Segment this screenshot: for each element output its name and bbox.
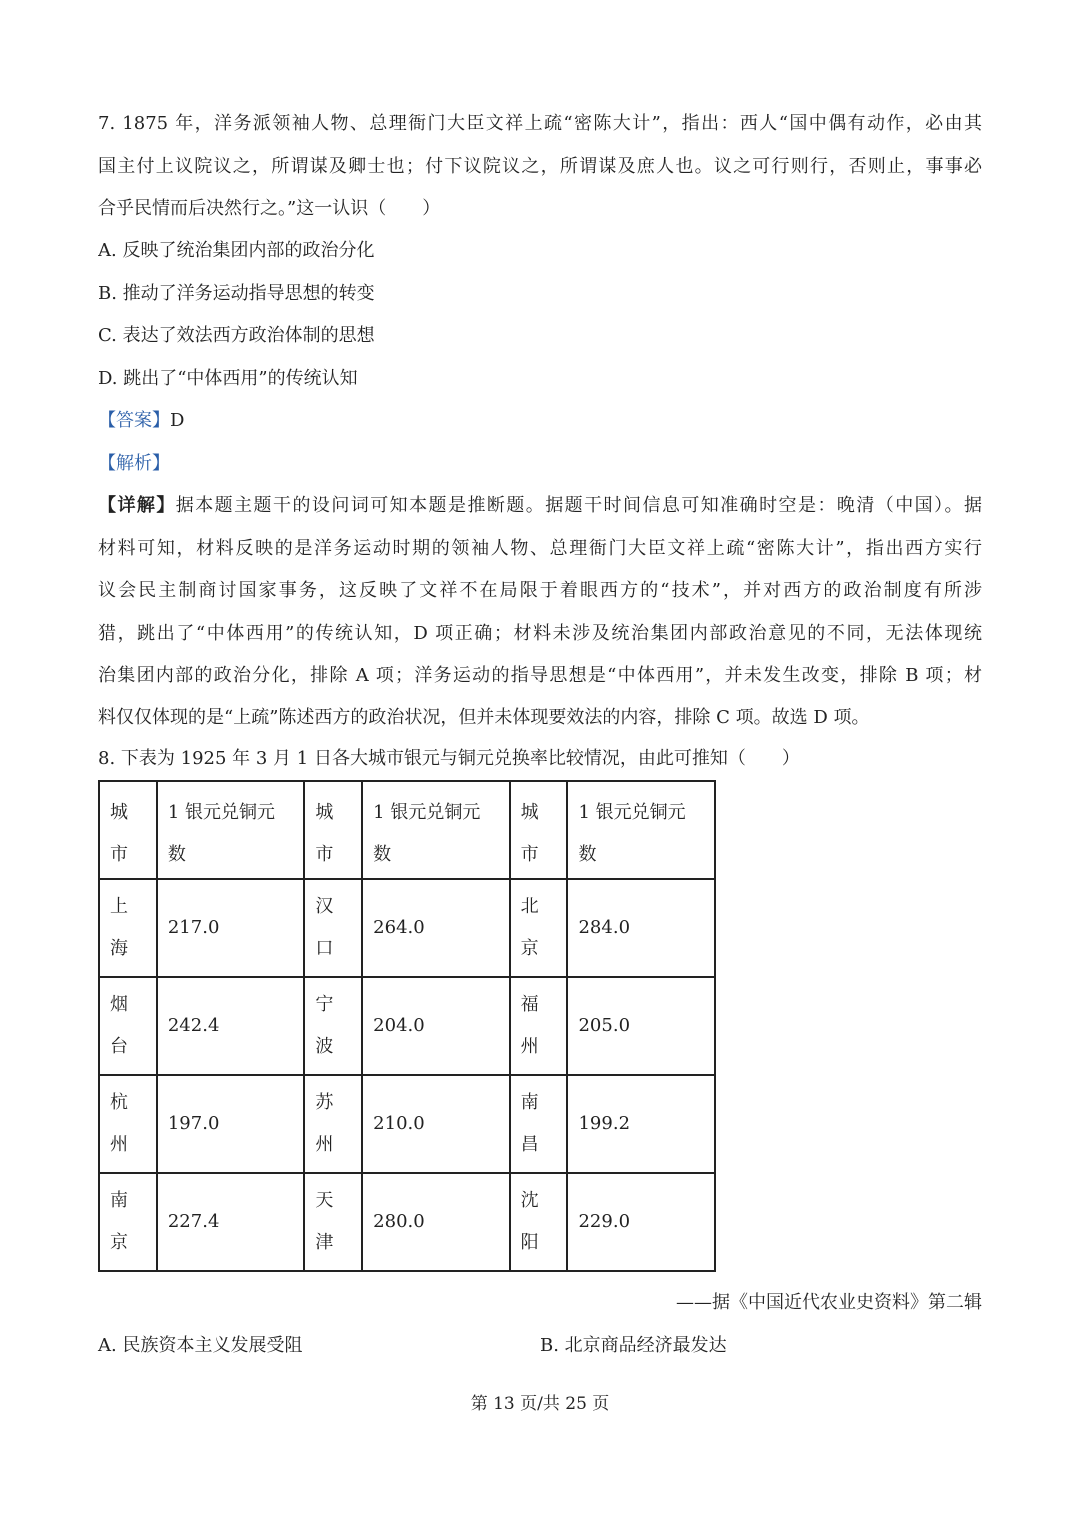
- detail-label: 【详解】: [98, 495, 176, 516]
- table-row: [99, 1075, 715, 1173]
- header-city-1: 城 市: [99, 781, 157, 879]
- table-header-row: [99, 781, 715, 879]
- header-value-1: 1 银元兑铜元 数: [157, 781, 304, 879]
- city-cell: 福 州: [510, 977, 568, 1075]
- rate-cell: 199.2: [567, 1075, 715, 1173]
- city-cell: 北 京: [510, 879, 568, 977]
- rate-cell: 229.0: [567, 1173, 715, 1271]
- city-cell: 杭 州: [99, 1075, 157, 1173]
- q7-detail-line-1: [98, 494, 982, 518]
- rate-cell: 227.4: [157, 1173, 304, 1271]
- page-number: 第 13 页/共 25 页: [470, 1394, 610, 1414]
- q7-detail-line-5: 治集团内部的政治分化，排除 A 项；洋务运动的指导思想是“中体西用”，并未发生改变，排除 B 项；材: [98, 665, 982, 686]
- q7-answer: [98, 409, 982, 433]
- rate-cell: 242.4: [157, 977, 304, 1075]
- rate-cell: 197.0: [157, 1075, 304, 1173]
- city-cell: 烟 台: [99, 977, 157, 1075]
- city-cell: 苏 州: [304, 1075, 362, 1173]
- rate-cell: 217.0: [157, 879, 304, 977]
- city-cell: 上 海: [99, 879, 157, 977]
- detail-text-1: 据本题主题干的设问词可知本题是推断题。据题干时间信息可知准确时空是：晚清（中国）。据: [175, 495, 982, 516]
- answer-value: D: [170, 410, 185, 431]
- city-cell: 宁 波: [304, 977, 362, 1075]
- table-source: ——据《中国近代农业史资料》第二辑: [676, 1292, 982, 1313]
- q7-stem-line-3: 合乎民情而后决然行之。”这一认识（ ）: [98, 198, 441, 219]
- q8-option-b: B. 北京商品经济最发达: [540, 1335, 727, 1356]
- city-cell: 南 昌: [510, 1075, 568, 1173]
- rate-cell: 280.0: [362, 1173, 509, 1271]
- q8-option-a: A. 民族资本主义发展受阻: [98, 1335, 303, 1356]
- answer-label: 【答案】: [98, 410, 170, 431]
- city-cell: 天 津: [304, 1173, 362, 1271]
- q7-detail-line-3: 议会民主制商讨国家事务，这反映了文祥不在局限于着眼西方的“技术”，并对西方的政治制度有所涉: [98, 580, 982, 601]
- analysis-label: 【解析】: [98, 453, 170, 474]
- city-cell: 汉 口: [304, 879, 362, 977]
- city-cell: 南 京: [99, 1173, 157, 1271]
- q7-option-c: C. 表达了效法西方政治体制的思想: [98, 325, 375, 346]
- q7-detail-line-6: 料仅仅体现的是“上疏”陈述西方的政治状况，但并未体现要效法的内容，排除 C 项。故选 D 项。: [98, 707, 870, 728]
- q7-detail-line-4: 猎，跳出了“中体西用”的传统认知，D 项正确；材料未涉及统治集团内部政治意见的不同，无法体现统: [98, 623, 982, 644]
- header-value-2: 1 银元兑铜元 数: [362, 781, 509, 879]
- header-city-3: 城 市: [510, 781, 568, 879]
- header-city-2: 城 市: [304, 781, 362, 879]
- table-row: [99, 977, 715, 1075]
- city-cell: 沈 阳: [510, 1173, 568, 1271]
- rate-cell: 205.0: [567, 977, 715, 1075]
- rate-cell: 284.0: [567, 879, 715, 977]
- q7-option-a: A. 反映了统治集团内部的政治分化: [98, 240, 375, 261]
- rate-cell: 264.0: [362, 879, 509, 977]
- q7-detail-line-2: 材料可知，材料反映的是洋务运动时期的领袖人物、总理衙门大臣文祥上疏“密陈大计”，指出西方实行: [98, 538, 982, 559]
- q7-stem-line-2: 国主付上议院议之，所谓谋及卿士也；付下议院议之，所谓谋及庶人也。议之可行则行，否则止，事事必: [98, 156, 982, 177]
- q8-stem: 8. 下表为 1925 年 3 月 1 日各大城市银元与铜元兑换率比较情况，由此可推知（ ）: [98, 748, 800, 769]
- rate-cell: 210.0: [362, 1075, 509, 1173]
- table-row: [99, 879, 715, 977]
- table-row: [99, 1173, 715, 1271]
- rate-cell: 204.0: [362, 977, 509, 1075]
- q7-option-b: B. 推动了洋务运动指导思想的转变: [98, 283, 375, 304]
- q7-stem-line-1: 7. 1875 年，洋务派领袖人物、总理衙门大臣文祥上疏“密陈大计”，指出：西人“国中偶有动作，必由其: [98, 113, 982, 134]
- q7-option-d: D. 跳出了“中体西用”的传统认知: [98, 368, 358, 389]
- header-value-3: 1 银元兑铜元 数: [567, 781, 715, 879]
- exchange-rate-table: [98, 780, 716, 1272]
